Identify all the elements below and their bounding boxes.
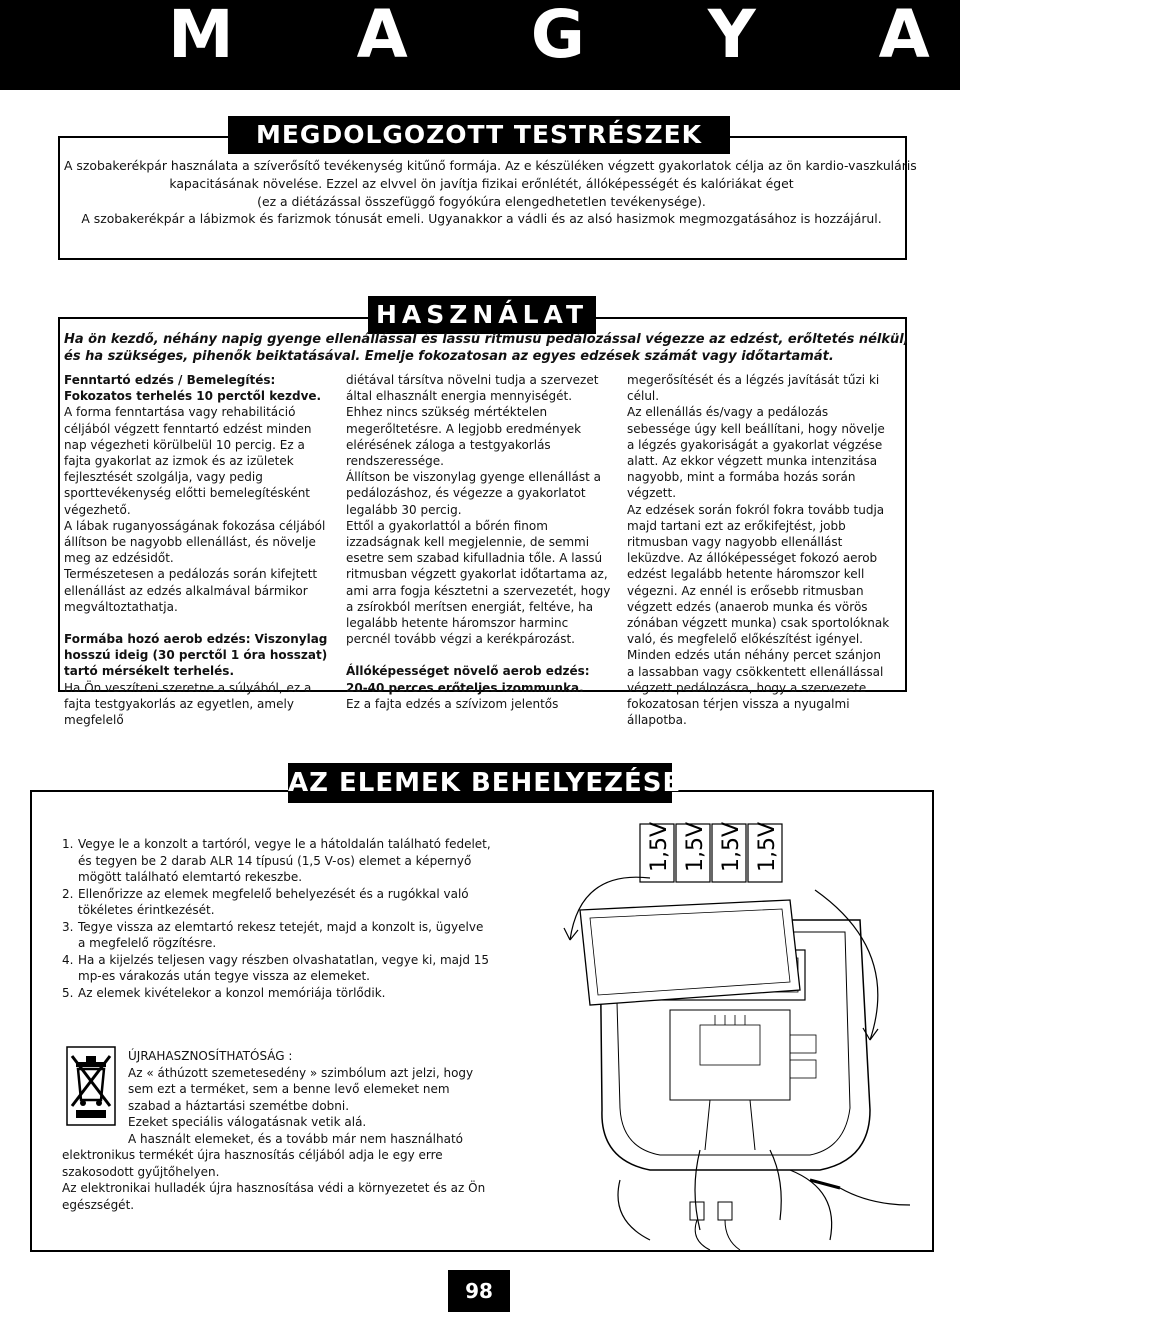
list-item	[62, 952, 492, 985]
section-worked-muscles-title: MEGDOLGOZOTT TESTRÉSZEK	[228, 116, 730, 154]
intro-line: A szobakerékpár használata a szíverősítő tevékenység kitűnő formája. Az e készüléken végzett gyakorlatok célja az ön kardio-vaszkuláris	[64, 158, 917, 173]
section-worked-muscles-text	[64, 157, 917, 228]
section-batteries-title: AZ ELEMEK BEHELYEZÉSE	[288, 763, 672, 803]
battery-label: 1,5V	[683, 821, 708, 872]
maintenance-heading: Fenntartó edzés / Bemelegítés: Fokozatos terhelés 10 perctől kezdve.	[64, 373, 322, 404]
paragraph: megerősítését és a légzés javítását tűzi ki célul.	[627, 373, 880, 404]
list-item	[62, 886, 492, 919]
step-text: Az elemek kivételekor a konzol memóriája törlődik.	[78, 985, 386, 1000]
step-number: 1.	[62, 837, 74, 851]
aerobic-heading: Formába hozó aerob edzés: Viszonylag hosszú ideig (30 perctől 1 óra hosszat) tartó mérsékelt terhelés.	[64, 632, 328, 679]
recycling-line: Ezeket speciális válogatásnak vetik alá.	[128, 1115, 367, 1129]
page-number: 98	[448, 1270, 510, 1312]
list-item	[62, 985, 492, 1002]
step-number: 2.	[62, 886, 74, 901]
step-text: Tegye vissza az elemtartó rekesz tetejét, majd a konzolt is, ügyelve a megfelelő rögzítésre.	[78, 919, 484, 950]
intro-line: A szobakerékpár a lábizmok és farizmok tónusát emeli. Ugyanakkor a vádli és az alsó hasizmok megmozgatásához is hozzájárul.	[81, 211, 882, 227]
step-text: Ellenőrizze az elemek megfelelő behelyezését és a rugókkal való tökéletes érintkezését.	[78, 886, 469, 917]
paragraph: A lábak ruganyosságának fokozása céljából állítson be nagyobb ellenállást, és növelje meg az edzésidőt.	[64, 518, 326, 566]
usage-column-1	[64, 372, 330, 728]
list-item	[62, 919, 492, 952]
recycling-line: A használt elemeket, és a tovább már nem használható elektronikus termékét újra hasznosítás céljából adja le egy erre szakosodott gyűjtőhelyen.	[62, 1131, 464, 1179]
usage-column-3	[627, 372, 891, 728]
paragraph: Ettől a gyakorlattól a bőrén finom izzadságnak kell megjelennie, de semmi esetre sem szabad kifulladnia tőle. A lassú ritmusban végzett gyakorlat időtartama az, ami arra fogja késztetni a szervezetét, hogy a zsírokból merítsen energiát, feltéve, ha legalább hetente háromszor harminc percnél tovább végzi a kerékpározást.	[346, 518, 611, 647]
intro-line: (ez a diétázással összefüggő fogyókúra elengedhetetlen tevékenysége).	[257, 193, 706, 209]
recycling-notice	[62, 1048, 492, 1213]
recycling-line: Az « áthúzott szemetesedény » szimbólum azt jelzi, hogy sem ezt a terméket, sem a benne levő elemeket nem szabad a háztartási szemétbe dobni.	[128, 1065, 474, 1113]
section-usage-title: HASZNÁLAT	[368, 296, 596, 334]
battery-steps-list	[62, 836, 492, 1001]
lead-line: és ha szükséges, pihenők beiktatásával. Emelje fokozatosan az egyes edzések számát vagy időtartamát.	[64, 349, 834, 364]
paragraph: Ez a fajta edzés a szívizom jelentős	[346, 696, 559, 711]
battery-installation-diagram	[540, 810, 920, 1250]
battery-label: 1,5V	[647, 821, 672, 872]
step-text: Vegye le a konzolt a tartóról, vegye le a hátoldalán található fedelet, és tegyen be 2 darab ALR 14 típusú (1,5 V-os) elemet a képernyő mögött található elemtartó rekeszbe.	[78, 837, 491, 884]
paragraph: Ha Ön veszíteni szeretne a súlyából, ez a fajta testgyakorlás az egyetlen, amely megfelelő	[64, 680, 312, 728]
language-title: M A G Y A R	[168, 0, 1154, 73]
intro-line: kapacitásának növelése. Ezzel az elvvel ön javítja fizikai erőnlétét, állóképességét és kalóriákat éget	[169, 175, 794, 191]
lead-line: Ha ön kezdő, néhány napig gyenge ellenállással és lassú ritmusú pedálozással végezze az edzést, erőltetés nélkül,	[64, 332, 909, 347]
header-bar	[0, 0, 1154, 90]
usage-column-2	[346, 372, 612, 712]
step-number: 3.	[62, 919, 74, 934]
step-text: Ha a kijelzés teljesen vagy részben olvashatatlan, vegye ki, majd 15 mp-es várakozás után tegye vissza az elemeket.	[78, 952, 490, 983]
recycling-title: ÚJRAHASZNOSÍTHATÓSÁG :	[128, 1049, 293, 1063]
paragraph: A forma fenntartása vagy rehabilitáció céljából végzett fenntartó edzést minden nap végezheti körülbelül 10 percig. Ez a fajta gyakorlat az izmok és az izületek fejlesztését szolgálja, vagy pedig sporttevékenység előtti bemelegítésként végezhető.	[64, 405, 312, 517]
paragraph: Állítson be viszonylag gyenge ellenállást a pedálozáshoz, és végezze a gyakorlatot legalább 30 percig.	[346, 470, 601, 517]
paragraph: Az ellenállás és/vagy a pedálozás sebessége úgy kell beállítani, hogy növelje a légzés gyakoriságát a gyakorlat végzése alatt. Az ekkor végzett munka intenzitása nagyobb, mint a formába hozás során végzett.	[627, 405, 885, 501]
battery-label: 1,5V	[719, 821, 744, 872]
step-number: 4.	[62, 952, 74, 967]
battery-label: 1,5V	[755, 821, 780, 872]
endurance-heading: Állóképességet növelő aerob edzés: 20-40 perces erőteljes izommunka.	[346, 664, 590, 695]
paragraph: Az edzések során fokról fokra tovább tudja majd tartani ezt az erőkifejtést, jobb ritmusban vagy nagyobb ellenállást leküzdve. Az állóképességet fokozó aerob edzést legalább hetente háromszor kell végezni. Az ennél is erősebb ritmusban végzett edzés (anaerob munka és vörös zónában végzett munka) csak sportolóknak való, és megfelelő előkészítést igényel. Minden edzés után néhány percet szánjon a lassabban vagy csökkentett ellenállással végzett pedálozásra, hogy a szervezete fokozatosan térjen vissza a nyugalmi állapotba.	[627, 502, 890, 728]
recycling-line: Az elektronikai hulladék újra hasznosítása védi a környezetet és az Ön egészségét.	[62, 1181, 486, 1212]
list-item	[62, 836, 492, 886]
usage-lead	[64, 331, 909, 365]
step-number: 5.	[62, 985, 74, 1000]
paragraph: Természetesen a pedálozás során kifejtett ellenállást az edzés alkalmával bármikor megváltoztathatja.	[64, 567, 318, 614]
paragraph: diétával társítva növelni tudja a szervezet által elhasznált energia mennyiségét. Ehhez nincs szükség mértéktelen megerőltetésre. A legjobb eredmények elérésének záloga a testgyakorlás rendszeressége.	[346, 373, 599, 469]
